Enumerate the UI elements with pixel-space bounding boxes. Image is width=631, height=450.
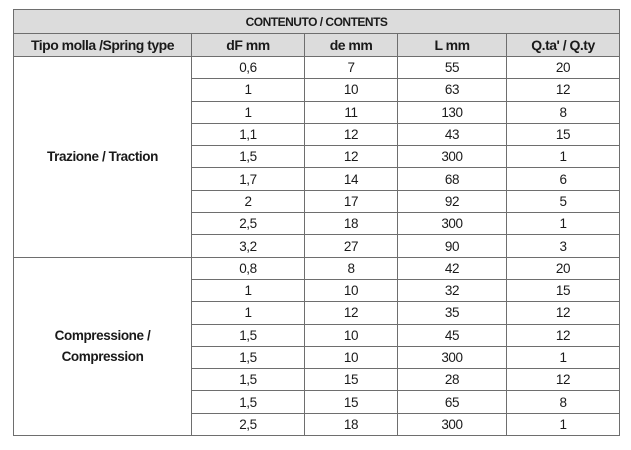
cell-quantity: 3 — [507, 235, 620, 257]
cell-length: 300 — [398, 346, 507, 368]
cell-df: 1 — [192, 101, 305, 123]
cell-quantity: 20 — [507, 257, 620, 279]
column-header-spring-type: Tipo molla /Spring type — [14, 34, 192, 57]
cell-de: 10 — [305, 279, 398, 301]
cell-df: 1,5 — [192, 391, 305, 413]
cell-df: 0,6 — [192, 57, 305, 79]
cell-quantity: 1 — [507, 146, 620, 168]
cell-df: 0,8 — [192, 257, 305, 279]
table-title: CONTENUTO / CONTENTS — [14, 10, 620, 34]
cell-length: 300 — [398, 213, 507, 235]
cell-quantity: 15 — [507, 279, 620, 301]
cell-de: 10 — [305, 324, 398, 346]
cell-quantity: 1 — [507, 213, 620, 235]
table-body — [14, 57, 620, 436]
cell-de: 8 — [305, 257, 398, 279]
spring-type-group-label: Compressione / Compression — [14, 257, 192, 435]
cell-df: 1,5 — [192, 346, 305, 368]
cell-length: 32 — [398, 279, 507, 301]
cell-de: 10 — [305, 79, 398, 101]
cell-de: 12 — [305, 146, 398, 168]
cell-length: 43 — [398, 123, 507, 145]
cell-df: 1 — [192, 279, 305, 301]
cell-quantity: 1 — [507, 346, 620, 368]
cell-quantity: 15 — [507, 123, 620, 145]
cell-quantity: 5 — [507, 190, 620, 212]
cell-de: 15 — [305, 369, 398, 391]
cell-length: 92 — [398, 190, 507, 212]
cell-length: 63 — [398, 79, 507, 101]
column-header-row — [14, 34, 620, 57]
cell-de: 18 — [305, 413, 398, 435]
cell-length: 35 — [398, 302, 507, 324]
cell-df: 2,5 — [192, 213, 305, 235]
table-row — [14, 57, 620, 79]
cell-df: 3,2 — [192, 235, 305, 257]
cell-de: 17 — [305, 190, 398, 212]
cell-de: 18 — [305, 213, 398, 235]
column-header-quantity: Q.ta' / Q.ty — [507, 34, 620, 57]
cell-df: 1,5 — [192, 146, 305, 168]
contents-table — [13, 9, 620, 436]
cell-quantity: 12 — [507, 324, 620, 346]
cell-quantity: 12 — [507, 369, 620, 391]
cell-quantity: 8 — [507, 391, 620, 413]
cell-quantity: 8 — [507, 101, 620, 123]
cell-quantity: 20 — [507, 57, 620, 79]
cell-length: 90 — [398, 235, 507, 257]
cell-length: 55 — [398, 57, 507, 79]
cell-length: 68 — [398, 168, 507, 190]
cell-length: 130 — [398, 101, 507, 123]
column-header-df: dF mm — [192, 34, 305, 57]
cell-de: 14 — [305, 168, 398, 190]
cell-quantity: 12 — [507, 302, 620, 324]
cell-de: 7 — [305, 57, 398, 79]
cell-de: 27 — [305, 235, 398, 257]
cell-df: 2 — [192, 190, 305, 212]
column-header-length: L mm — [398, 34, 507, 57]
cell-de: 12 — [305, 123, 398, 145]
table-title-row — [14, 10, 620, 34]
cell-df: 1,7 — [192, 168, 305, 190]
cell-quantity: 1 — [507, 413, 620, 435]
column-header-de: de mm — [305, 34, 398, 57]
cell-df: 2,5 — [192, 413, 305, 435]
cell-de: 12 — [305, 302, 398, 324]
cell-length: 65 — [398, 391, 507, 413]
cell-df: 1 — [192, 302, 305, 324]
cell-de: 10 — [305, 346, 398, 368]
cell-length: 42 — [398, 257, 507, 279]
cell-df: 1,5 — [192, 369, 305, 391]
cell-length: 300 — [398, 146, 507, 168]
cell-quantity: 6 — [507, 168, 620, 190]
cell-df: 1,5 — [192, 324, 305, 346]
cell-de: 11 — [305, 101, 398, 123]
cell-quantity: 12 — [507, 79, 620, 101]
cell-length: 300 — [398, 413, 507, 435]
cell-length: 28 — [398, 369, 507, 391]
cell-length: 45 — [398, 324, 507, 346]
cell-df: 1 — [192, 79, 305, 101]
cell-de: 15 — [305, 391, 398, 413]
cell-df: 1,1 — [192, 123, 305, 145]
table-row — [14, 257, 620, 279]
spring-type-group-label: Trazione / Traction — [14, 57, 192, 258]
